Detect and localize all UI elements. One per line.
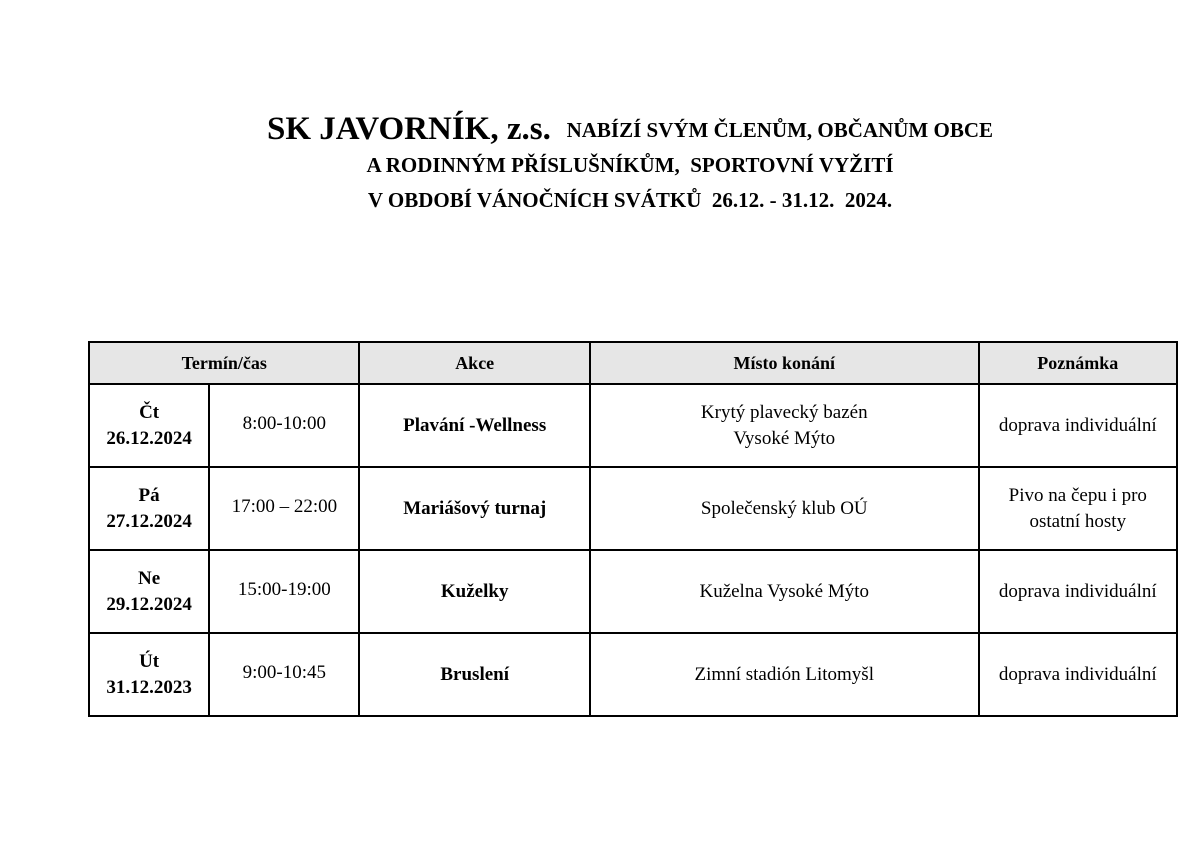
date-label: 27.12.2024 xyxy=(106,510,192,532)
table-row xyxy=(89,467,1177,550)
date-label: 29.12.2024 xyxy=(106,593,192,615)
time-cell xyxy=(209,633,359,716)
date-cell xyxy=(89,633,209,716)
header-action: Akce xyxy=(359,342,589,384)
place-line-1: Zimní stadión Litomyšl xyxy=(694,663,874,685)
date-label: 31.12.2023 xyxy=(106,676,192,698)
time-cell xyxy=(209,467,359,550)
table-header-row xyxy=(89,342,1177,384)
note-cell xyxy=(979,550,1177,633)
heading-line-2: A RODINNÝM PŘÍSLUŠNÍKŮM, SPORTOVNÍ VYŽITÍ xyxy=(366,153,894,177)
note-cell xyxy=(979,384,1177,467)
date-cell xyxy=(89,384,209,467)
heading-line-1 xyxy=(0,112,1200,147)
event-schedule-table xyxy=(88,341,1178,717)
place-line-1: Společenský klub OÚ xyxy=(700,497,868,519)
time-cell xyxy=(209,550,359,633)
note-line-1: doprava individuální xyxy=(998,580,1157,602)
action-cell: Kuželky xyxy=(359,550,589,633)
day-label: Út xyxy=(139,650,160,672)
heading-line-1-text: NABÍZÍ SVÝM ČLENŮM, OBČANŮM OBCE xyxy=(566,118,994,142)
date-cell xyxy=(89,550,209,633)
date-cell xyxy=(89,467,209,550)
header-term: Termín/čas xyxy=(89,342,359,384)
organization-name: SK JAVORNÍK, z.s. xyxy=(266,111,551,147)
day-label: Čt xyxy=(139,401,160,423)
note-cell xyxy=(979,633,1177,716)
time-label: 8:00-10:00 xyxy=(242,412,327,434)
time-label: 9:00-10:45 xyxy=(242,661,327,683)
place-cell xyxy=(590,467,979,550)
place-cell xyxy=(590,550,979,633)
heading-line-3: V OBDOBÍ VÁNOČNÍCH SVÁTKŮ 26.12. - 31.12. 2024. xyxy=(367,188,893,212)
time-label: 17:00 – 22:00 xyxy=(231,495,338,517)
day-label: Ne xyxy=(138,567,161,589)
action-cell: Bruslení xyxy=(359,633,589,716)
time-cell xyxy=(209,384,359,467)
place-cell xyxy=(590,633,979,716)
table-row xyxy=(89,384,1177,467)
note-line-1: doprava individuální xyxy=(998,663,1157,685)
table-row xyxy=(89,633,1177,716)
day-label: Pá xyxy=(138,484,160,506)
note-line-2: ostatní hosty xyxy=(1029,510,1127,532)
document-heading xyxy=(0,112,1200,217)
place-line-1: Kuželna Vysoké Mýto xyxy=(699,580,870,602)
header-note: Poznámka xyxy=(979,342,1177,384)
note-line-1: Pivo na čepu i pro xyxy=(1008,484,1147,506)
action-cell: Plavání -Wellness xyxy=(359,384,589,467)
place-line-1: Krytý plavecký bazén xyxy=(700,401,868,423)
table-row xyxy=(89,550,1177,633)
note-line-1: doprava individuální xyxy=(998,414,1157,436)
place-cell xyxy=(590,384,979,467)
date-label: 26.12.2024 xyxy=(106,427,192,449)
header-place: Místo konání xyxy=(590,342,979,384)
place-line-2: Vysoké Mýto xyxy=(733,427,836,449)
action-cell: Mariášový turnaj xyxy=(359,467,589,550)
time-label: 15:00-19:00 xyxy=(237,578,331,600)
note-cell xyxy=(979,467,1177,550)
